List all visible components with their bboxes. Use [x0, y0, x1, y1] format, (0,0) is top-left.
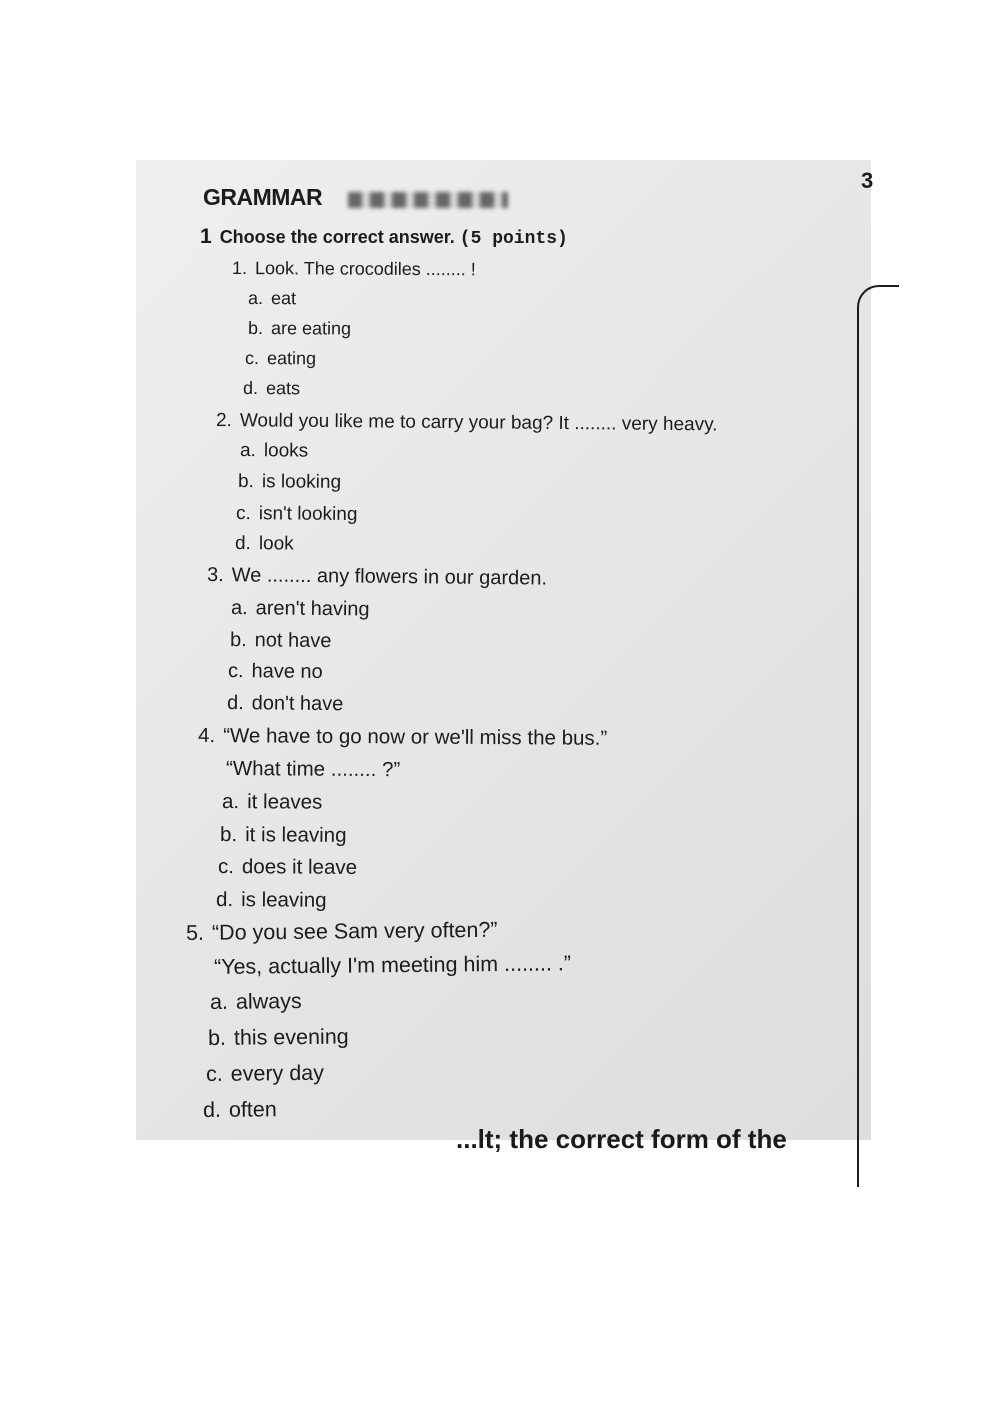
- option-text: are eating: [270, 318, 352, 339]
- option-2-c: [236, 503, 358, 526]
- option-letter: a.: [221, 790, 240, 814]
- option-text: it leaves: [247, 790, 323, 814]
- question-text: “We have to go now or we'll miss the bus.”: [223, 724, 608, 750]
- option-text: looks: [263, 440, 309, 462]
- question-5-line-2: [214, 951, 571, 980]
- question-number: 3.: [206, 564, 224, 587]
- option-4-b: [220, 823, 347, 848]
- exercise-instruction: [200, 225, 568, 249]
- option-2-b: [238, 471, 341, 494]
- exercise-number: 1: [200, 225, 212, 248]
- option-letter: d.: [234, 533, 251, 555]
- option-letter: a.: [239, 440, 256, 462]
- option-1-a: [248, 288, 296, 309]
- question-text: “What time ........ ?”: [225, 757, 401, 782]
- option-2-d: [235, 533, 294, 556]
- option-text: don't have: [251, 692, 344, 716]
- option-letter: b.: [219, 823, 238, 847]
- question-number: 5.: [185, 920, 205, 945]
- question-3: [207, 564, 547, 591]
- question-4: [198, 724, 607, 751]
- option-letter: b.: [247, 318, 264, 339]
- question-1: [232, 258, 476, 280]
- option-text: does it leave: [241, 855, 358, 879]
- option-text: often: [228, 1097, 277, 1122]
- question-2: [216, 410, 718, 436]
- option-text: this evening: [233, 1024, 349, 1050]
- question-5: [186, 918, 498, 946]
- question-number: 1.: [231, 258, 248, 279]
- option-1-c: [245, 348, 316, 369]
- option-5-a: [210, 989, 302, 1015]
- option-4-a: [222, 790, 322, 815]
- worksheet-photo: [136, 160, 874, 1154]
- option-text: it is leaving: [245, 823, 347, 847]
- option-letter: c.: [205, 1061, 223, 1086]
- option-letter: c.: [227, 660, 244, 683]
- option-letter: a.: [247, 288, 264, 309]
- question-text: “Do you see Sam very often?”: [211, 917, 498, 945]
- option-3-b: [230, 629, 332, 653]
- instruction-text: Choose the correct answer.: [219, 227, 455, 247]
- option-letter: a.: [230, 597, 248, 620]
- option-text: look: [258, 533, 294, 555]
- option-3-a: [231, 597, 370, 621]
- option-text: every day: [230, 1060, 325, 1086]
- option-3-c: [228, 660, 323, 684]
- option-letter: d.: [202, 1097, 222, 1122]
- question-text: We ........ any flowers in our garden.: [231, 564, 548, 590]
- option-letter: b.: [207, 1025, 227, 1050]
- option-5-d: [203, 1097, 277, 1123]
- option-4-d: [216, 888, 327, 913]
- section-title: GRAMMAR: [203, 184, 323, 210]
- option-letter: b.: [237, 471, 254, 493]
- option-letter: c.: [235, 503, 251, 525]
- option-text: not have: [254, 629, 332, 653]
- option-3-d: [227, 692, 344, 716]
- option-letter: b.: [229, 629, 247, 652]
- question-text: Look. The crocodiles ........ !: [254, 258, 476, 280]
- question-text: “Yes, actually I'm meeting him ........ .”: [213, 951, 572, 979]
- option-text: aren't having: [255, 597, 370, 621]
- option-text: eats: [265, 378, 301, 399]
- option-letter: c.: [244, 348, 260, 369]
- option-letter: c.: [217, 855, 235, 879]
- page-corner-mark: 3: [861, 168, 874, 193]
- option-5-b: [208, 1025, 349, 1051]
- option-text: always: [235, 989, 302, 1014]
- page-border-line: [857, 285, 899, 1187]
- option-text: isn't looking: [258, 503, 358, 526]
- option-text: is looking: [261, 471, 342, 493]
- option-text: eating: [266, 348, 317, 369]
- option-letter: d.: [215, 888, 234, 912]
- question-4-line-2: [226, 757, 400, 782]
- option-5-c: [206, 1061, 324, 1087]
- option-text: is leaving: [241, 888, 327, 912]
- option-letter: d.: [242, 378, 259, 399]
- option-1-b: [248, 318, 351, 340]
- option-text: eat: [270, 288, 297, 309]
- option-letter: a.: [209, 989, 229, 1014]
- next-exercise-fragment: ...lt; the correct form of the: [456, 1124, 787, 1154]
- blurred-points-label: [348, 192, 508, 208]
- option-letter: d.: [226, 692, 244, 715]
- question-number: 2.: [215, 410, 232, 432]
- option-1-d: [243, 378, 300, 399]
- question-text: Would you like me to carry your bag? It ........ very heavy.: [239, 410, 718, 436]
- option-4-c: [218, 855, 357, 880]
- option-2-a: [240, 440, 308, 463]
- instruction-points: (5 points): [459, 229, 568, 249]
- question-number: 4.: [197, 724, 216, 748]
- option-text: have no: [251, 660, 323, 683]
